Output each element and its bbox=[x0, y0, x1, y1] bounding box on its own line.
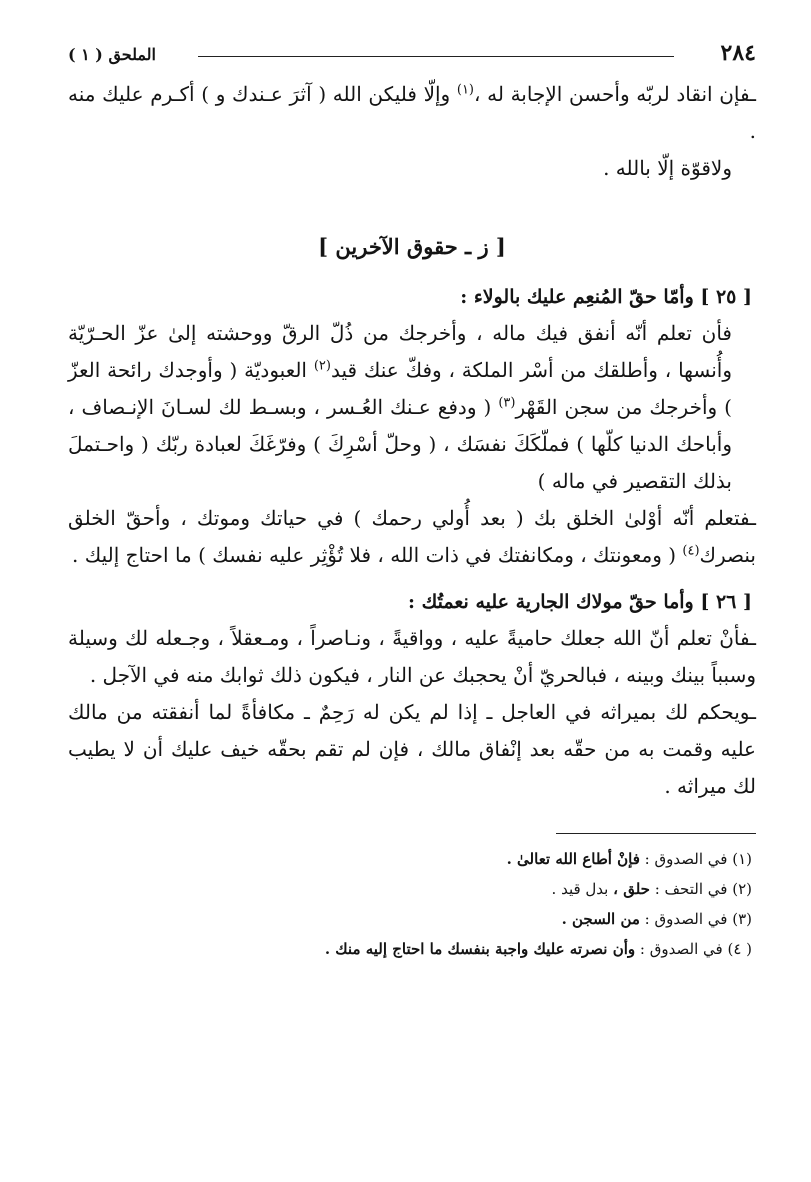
item-26-paragraph-1: ـفأنْ تعلم أنّ الله جعلك حاميةً عليه ، وواقيةً ، ونـاصراً ، ومـعقلاً ، وجـعله لك وسيلة وسبباً بينك وبينه ، فبالحريّ أنْ يحجبك عن النار ، فيكون ذلك ثوابك منه في الآجل . bbox=[68, 626, 756, 687]
footnote-ref-2: (٢) bbox=[313, 358, 331, 374]
footnote-ref-3: (٣) bbox=[498, 395, 516, 411]
item-25-text-c: ( ودفع عـنك العُـسر ، وبسـط لك لسـانَ الإنـصاف ، وأباحك الدنيا كلّها ) فملّكَكَ نفسَك ، ( وحلّ أسْرِكَ ) وفرّغَكَ لعبادة ربّك ( واحـتملَ بذلك التقصير في ماله ) bbox=[68, 395, 732, 493]
item-25-heading: [ ٢٥ ] وأمّا حقّ المُنعِم عليك بالولاء : bbox=[460, 286, 752, 308]
item-26-heading: [ ٢٦ ] وأما حقّ مولاك الجارية عليه نعمتُك : bbox=[408, 591, 752, 613]
footnote-ref-1: (١) bbox=[456, 82, 474, 98]
item-25-text-d: ـفتعلم أنّه أوْلىٰ الخلق بك ( بعد أُولي رحمك ) في حياتك وموتك ، وأحقّ الخلق بنصرك bbox=[68, 506, 756, 567]
footnote-1: (١) في الصدوق : فإنْ أطاع الله تعالىٰ . bbox=[506, 850, 752, 868]
item-25-paragraph-1 bbox=[68, 315, 756, 500]
intro-text-1b: وإلّا فليكن الله ( آثرَ عـندك و ) أكـرم عليك منه . bbox=[68, 82, 756, 143]
item-25-text-b: العبوديّة ( وأوجدك رائحة العزّ ) وأخرجك من سجن القَهْر bbox=[68, 358, 732, 419]
intro-paragraph bbox=[68, 76, 756, 150]
item-25-text-a: فأن تعلم أنّه أنفق فيك ماله ، وأخرجك من ذُلّ الرقّ ووحشته إلىٰ عزّ الحـرّيّة وأُنسها ، وأطلقك من أسْر الملكة ، وفكّ عنك قيد bbox=[68, 321, 733, 382]
footnote-ref-4: (٤) bbox=[682, 543, 700, 559]
spacer bbox=[68, 187, 756, 227]
intro-closing: ولاقوّة إلّا بالله . bbox=[603, 156, 732, 180]
intro-text-1: ـفإن انقاد لربّه وأحسن الإجابة له ، bbox=[474, 82, 756, 106]
running-header-label: الملحق ( ١ ) bbox=[68, 45, 156, 64]
footnote-2: (٢) في التحف : حلق ، بدل قيد . bbox=[551, 880, 752, 898]
footnotes bbox=[68, 844, 756, 964]
footnote-rule bbox=[556, 833, 756, 834]
running-header bbox=[68, 38, 756, 76]
spacer bbox=[68, 574, 756, 584]
footnote-3: (٣) في الصدوق : من السجن . bbox=[561, 910, 752, 928]
item-25-text-e: ( ومعونتك ، ومكانفتك في ذات الله ، فلا تُؤْثِر عليه نفسك ) ما احتاج إليك . bbox=[72, 543, 683, 567]
item-26-paragraph-2: ـويحكم لك بميراثه في العاجل ـ إذا لم يكن له رَحِمٌ ـ مكافأةً لما أنفقته من مالك عليه وقمت به من حقّه بعد إنْفاق مالك ، فإن لم تقم بحقّه خيف عليك أن لا يطيب لك ميراثه . bbox=[68, 700, 756, 798]
page-number: ٢٨٤ bbox=[720, 40, 756, 66]
header-rule bbox=[198, 56, 674, 57]
document-page bbox=[68, 38, 756, 964]
item-25-paragraph-2 bbox=[68, 500, 756, 574]
footnote-4: ( ٤) في الصدوق : وأن نصرته عليك واجبة بنفسك ما احتاج إليه منك . bbox=[324, 940, 752, 958]
section-title: [ ز ـ حقوق الآخرين ] bbox=[318, 234, 506, 259]
